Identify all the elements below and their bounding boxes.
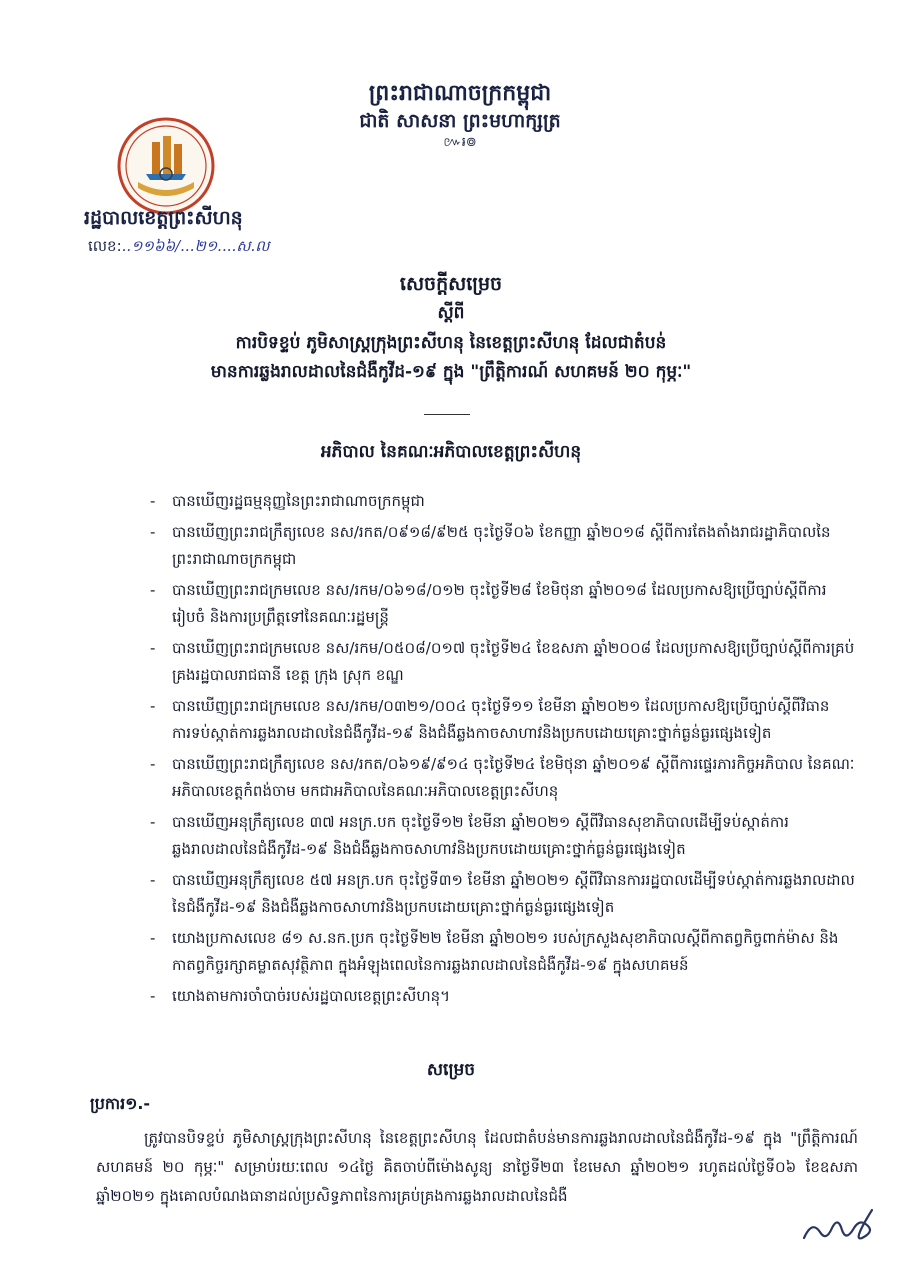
list-item: - បានឃើញព្រះរាជក្រមលេខ នស/រកម/០៦១៨/០១២ ចុះថ្ងៃទី២៨ ខែមិថុនា ឆ្នាំ២០១៨ ដែលប្រកាសឱ្យប្រើច្បាប់ស្តីពីការរៀបចំ និងការប្រព្រឹត្តទៅនៃគណៈរដ្ឋមន្ត្រី	[150, 581, 827, 626]
document-subtitle: ស្តីពី	[437, 303, 465, 323]
list-item: - បានឃើញព្រះរាជក្រមលេខ នស/រកម/០៣២១/០០៤ ចុះថ្ងៃទី១១ ខែមីនា ឆ្នាំ២០២១ ដែលប្រកាសឱ្យប្រើច្បាប់ស្តីពីវិធានការទប់ស្កាត់ការឆ្លងរាលដាលនៃជំងឺកូវីដ-១៩ និងជំងឺឆ្លងកាចសាហាវនិងប្រកបដោយគ្រោះថ្នាក់ធ្ងន់ធ្ងរផ្សេងទៀត	[150, 697, 830, 742]
header-ornament: ៚៛៙	[443, 135, 477, 150]
signature-mark	[798, 1198, 882, 1248]
decision-heading: សម្រេច	[426, 1060, 476, 1080]
list-item: - បានឃើញព្រះរាជក្រឹត្យលេខ នស/រកត/០៩១៨/៩២៥ ចុះថ្ងៃទី០៦ ខែកញ្ញា ឆ្នាំ២០១៨ ស្តីពីការតែងតាំងរាជរដ្ឋាភិបាលនៃព្រះរាជាណាចក្រកម្ពុជា	[150, 523, 831, 568]
document-title: សេចក្តីសម្រេច	[399, 273, 503, 295]
list-item: - បានឃើញអនុក្រឹត្យលេខ ៣៧ អនក្រ.បក ចុះថ្ងៃទី១២ ខែមីនា ឆ្នាំ២០២១ ស្តីពីវិធានសុខាភិបាលដើម្បីទប់ស្កាត់ការឆ្លងរាលដាលនៃជំងឺកូវីដ-១៩ និងជំងឺឆ្លងកាចសាហាវនិងប្រកបដោយគ្រោះថ្នាក់ធ្ងន់ធ្ងរផ្សេងទៀត	[150, 813, 789, 858]
kingdom-name: ព្រះរាជាណាចក្រកម្ពុជា	[368, 81, 552, 106]
list-item: - បានឃើញរដ្ឋធម្មនុញ្ញនៃព្រះរាជាណាចក្រកម្ពុជា	[150, 492, 425, 510]
issuing-administration: រដ្ឋបាលខេត្តព្រះសីហនុ	[84, 207, 243, 229]
list-item: - យោងប្រកាសលេខ ៨១ ស.នក.ប្រក ចុះថ្ងៃទី២២ ខែមីនា ឆ្នាំ២០២១ របស់ក្រសួងសុខាភិបាលស្តីពីកាតព្វកិច្ចពាក់ម៉ាស និងកាតព្វកិច្ចរក្សាគម្លាតសុវត្ថិភាព ក្នុងអំឡុងពេលនៃការឆ្លងរាលដាលនៃជំងឺកូវីដ-១៩ ក្នុងសហគមន៍	[150, 929, 839, 974]
document-subject-line-1: ការបិទខ្ទប់ ភូមិសាស្ត្រក្រុងព្រះសីហនុ នៃខេត្តព្រះសីហនុ ដែលជាតំបន់	[235, 333, 667, 353]
article-label: ប្រការ១.-	[90, 1094, 151, 1113]
title-divider	[424, 414, 470, 415]
consideration-list	[150, 488, 855, 1014]
reference-number	[88, 237, 270, 259]
document-subject-line-2: មានការឆ្លងរាលដាលនៃជំងឺកូវីដ-១៩ ក្នុង "ព្រឹត្តិការណ៍ សហគមន៍ ២០ កុម្ភៈ"	[210, 362, 692, 382]
reference-label: លេខ:	[88, 237, 122, 255]
kingdom-header	[322, 80, 598, 152]
article-text: ត្រូវបានបិទខ្ទប់ ភូមិសាស្ត្រក្រុងព្រះសីហនុ នៃខេត្តព្រះសីហនុ ដែលជាតំបន់មានការឆ្លងរាលដាលនៃជំងឺកូវីដ-១៩ ក្នុង "ព្រឹត្តិការណ៍សហគមន៍ ២០ កុម្ភៈ" សម្រាប់រយៈពេល ១៤ថ្ងៃ គិតចាប់ពីម៉ោងសូន្យ នាថ្ងៃទី២៣ ខែមេសា ឆ្នាំ២០២១ រហូតដល់ថ្ងៃទី០៦ ខែឧសភា ឆ្នាំ២០២១ ក្នុងគោលបំណងធានាដល់ប្រសិទ្ធភាពនៃការគ្រប់គ្រងការឆ្លងរាលដាលនៃជំងឺ	[96, 1129, 858, 1205]
list-item: - បានឃើញព្រះរាជក្រមលេខ នស/រកម/០៥០៨/០១៧ ចុះថ្ងៃទី២៤ ខែឧសភា ឆ្នាំ២០០៨ ដែលប្រកាសឱ្យប្រើច្បាប់ស្តីពីការគ្រប់គ្រងរដ្ឋបាលរាជធានី ខេត្ត ក្រុង ស្រុក ខណ្ឌ	[150, 639, 855, 684]
reference-value: ..១១៦៦/...២១....ស.ល	[121, 237, 270, 255]
list-item: - បានឃើញអនុក្រឹត្យលេខ ៥៧ អនក្រ.បក ចុះថ្ងៃទី៣១ ខែមីនា ឆ្នាំ២០២១ ស្តីពីវិធានការរដ្ឋបាលដើម្បីទប់ស្កាត់ការឆ្លងរាលដាលនៃជំងឺកូវីដ-១៩ និងជំងឺឆ្លងកាចសាហាវនិងប្រកបដោយគ្រោះថ្នាក់ធ្ងន់ធ្ងរផ្សេងទៀត	[150, 871, 855, 916]
list-item: - បានឃើញព្រះរាជក្រឹត្យលេខ នស/រកត/០៦១៩/៩១៤ ចុះថ្ងៃទី២៤ ខែមិថុនា ឆ្នាំ២០១៩ ស្តីពីការផ្ទេរភារកិច្ចអភិបាល នៃគណៈអភិបាលខេត្តកំពង់ចាម មកជាអភិបាលនៃគណៈអភិបាលខេត្តព្រះសីហនុ	[150, 755, 855, 800]
list-item: - យោងតាមការចាំបាច់របស់រដ្ឋបាលខេត្តព្រះសីហនុ។	[150, 987, 451, 1005]
governor-heading: អភិបាល នៃគណៈអភិបាលខេត្តព្រះសីហនុ	[320, 442, 582, 462]
national-motto: ជាតិ សាសនា ព្រះមហាក្សត្រ	[359, 110, 561, 132]
provincial-seal-logo	[116, 116, 216, 216]
